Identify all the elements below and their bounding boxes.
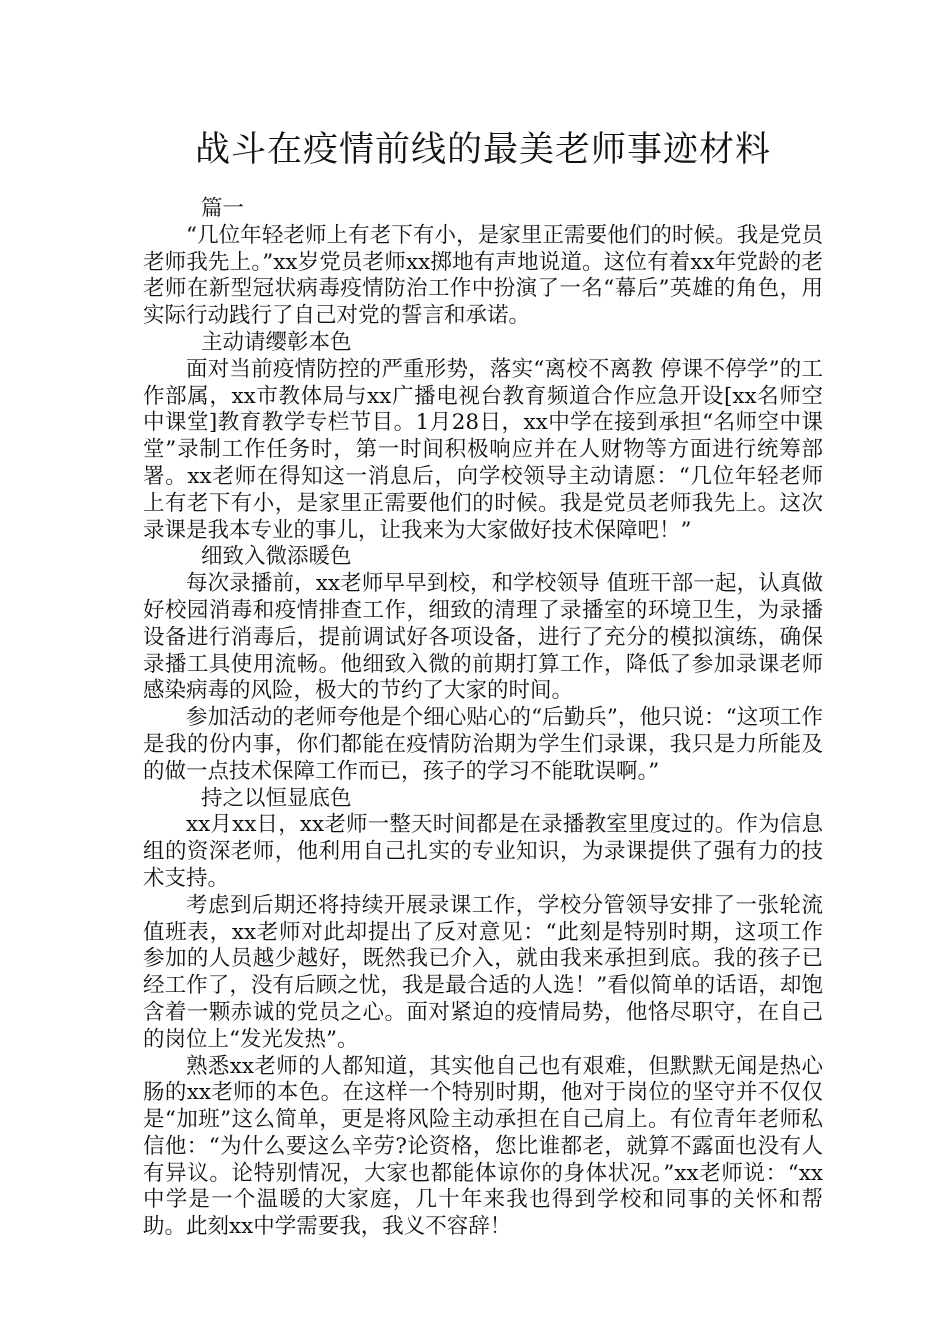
paragraph-dedication: 熟悉xx老师的人都知道，其实他自己也有艰难，但默默无闻是热心肠的xx老师的本色。在这样一个特别时期，他对于岗位的坚守并不仅仅是“加班”这么简单，更是将风险主动承担在自己肩上。有位青年老师私信他：“为什么要这么辛劳?论资格，您比谁都老，就算不露面也没有人有异议。论特别情况，大家也都能体谅你的身体状况。”xx老师说：“xx中学是一个温暖的大家庭，几十年来我也得到学校和同事的关怀和帮助。此刻xx中学需要我，我义不容辞！	[143, 1053, 823, 1240]
paragraph-volunteer: 面对当前疫情防控的严重形势，落实“离校不离教 停课不停学”的工作部属，xx市教体局与xx广播电视台教育频道合作应急开设[xx名师空中课堂]教育教学专栏节目。1月28日，xx中学在接到承担“名师空中课堂”录制工作任务时，第一时间积极响应并在人财物等方面进行统筹部署。xx老师在得知这一消息后，向学校领导主动请愿：“几位年轻老师上有老下有小，是家里正需要他们的时候。我是党员老师我先上。这次录课是我本专业的事儿，让我来为大家做好技术保障吧！”	[143, 356, 823, 543]
section-heading-volunteer: 主动请缨彰本色	[201, 329, 352, 355]
document-page	[143, 128, 823, 1241]
paragraph-meticulous: 每次录播前，xx老师早早到校，和学校领导 值班干部一起，认真做好校园消毒和疫情排查工作，细致的清理了录播室的环境卫生，为录播设备进行消毒后，提前调试好各项设备，进行了充分的模拟演练，确保录播工具使用流畅。他细致入微的前期打算工作，降低了参加录课老师感染病毒的风险，极大的节约了大家的时间。	[143, 571, 823, 704]
paragraph-intro: “几位年轻老师上有老下有小，是家里正需要他们的时候。我是党员老师我先上。”xx岁党员老师xx掷地有声地说道。这位有着xx年党龄的老老师在新型冠状病毒疫情防治工作中扮演了一名“幕后”英雄的角色，用实际行动践行了自己对党的誓言和承诺。	[143, 222, 823, 329]
section-heading-persistence: 持之以恒显底色	[201, 785, 352, 811]
document-title: 战斗在疫情前线的最美老师事迹材料	[194, 130, 771, 170]
paragraph-logistics: 参加活动的老师夸他是个细心贴心的“后勤兵”，他只说：“这项工作是我的份内事，你们都能在疫情防治期为学生们录课，我只是力所能及的做一点技术保障工作而已，孩子的学习不能耽误啊。”	[143, 705, 823, 784]
section-heading-part-one: 篇一	[201, 196, 245, 221]
document-body	[143, 196, 823, 1241]
paragraph-recording-day: xx月xx日，xx老师一整天时间都是在录播教室里度过的。作为信息组的资深老师，他利用自己扎实的专业知识，为录课提供了强有力的技术支持。	[143, 812, 823, 891]
paragraph-duty-roster: 考虑到后期还将持续开展录课工作，学校分管领导安排了一张轮流值班表，xx老师对此却提出了反对意见：“此刻是特别时期，这项工作参加的人员越少越好，既然我已介入，就由我来承担到底。我的孩子已经工作了，没有后顾之忧，我是最合适的人选！”看似简单的话语，却饱含着一颗赤诚的党员之心。面对紧迫的疫情局势，他恪尽职守，在自己的岗位上“发光发热”。	[143, 892, 823, 1052]
section-heading-meticulous: 细致入微添暖色	[201, 544, 352, 570]
